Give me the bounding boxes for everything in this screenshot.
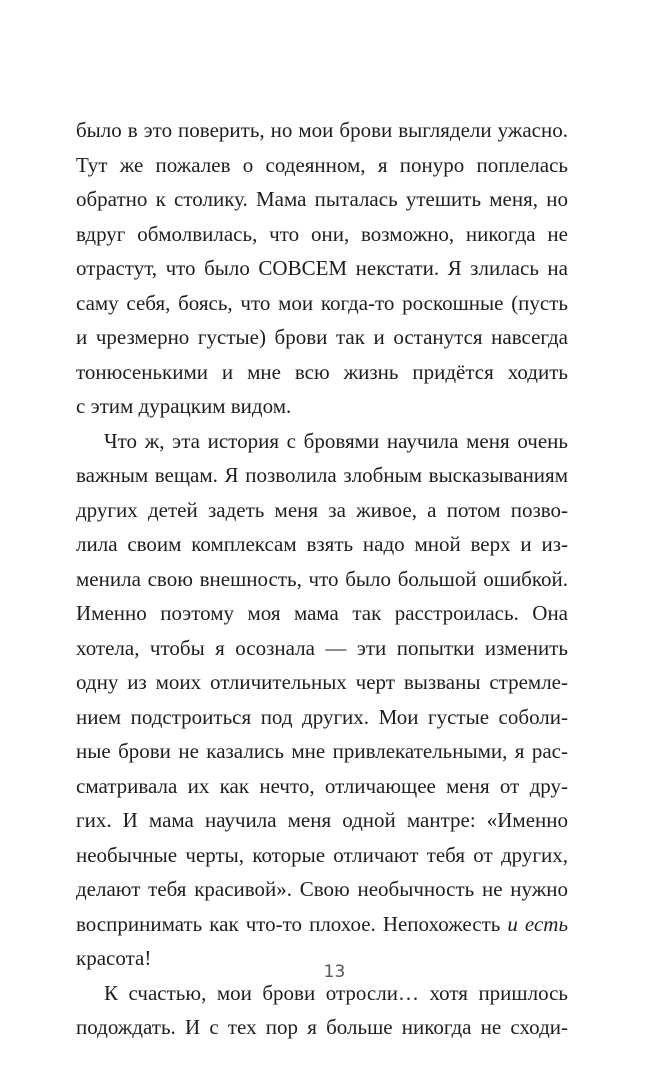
text-line: сматривала их как нечто, отличающее меня от дру- (76, 773, 568, 798)
text-line: обратно к столику. Мама пыталась утешить меня, но (76, 187, 568, 211)
text-line: менила свою внешность, что было большой ошибкой. (76, 566, 568, 591)
text-line: нием подстроиться под других. Мои густые соболи- (76, 704, 568, 729)
text-line: Именно поэтому моя мама так расстроилась. Она (76, 601, 568, 625)
text-line: Что ж, эта история с бровями научила меня очень (104, 428, 568, 453)
text-line: красота! (76, 946, 152, 970)
text-line-part: воспринимать как что-то плохое. Непохожесть (76, 911, 508, 936)
text-line: других детей задеть меня за живое, а потом позво- (76, 497, 568, 522)
body-text (76, 113, 568, 1045)
text-line: саму себя, боясь, что мои когда-то роскошные (пусть (76, 290, 568, 315)
text-line: было в это поверить, но мои брови выглядели ужасно. (76, 118, 568, 142)
text-line: делают тебя красивой». Свою необычность не нужно (76, 877, 568, 901)
text-line: отрастут, что было СОВСЕМ некстати. Я злилась на (76, 256, 568, 280)
text-line: с этим дурацким видом. (76, 394, 292, 418)
italic-emphasis: и есть (507, 911, 569, 936)
page-number: 13 (323, 962, 346, 982)
text-line (76, 907, 568, 942)
text-line: и чрезмерно густые) брови так и останутся навсегда (76, 325, 568, 349)
text-line: вдруг обмолвилась, что они, возможно, никогда не (76, 221, 568, 246)
text-line: подождать. И с тех пор я больше никогда не сходи- (76, 1015, 568, 1039)
text-line: лила своим комплексам взять надо мной верх и из- (76, 532, 568, 556)
text-line: одну из моих отличительных черт вызваны стремле- (76, 670, 568, 694)
text-line: тонюсенькими и мне всю жизнь придётся ходить (76, 359, 568, 384)
text-line: необычные черты, которые отличают тебя от других, (76, 842, 568, 867)
text-line: хотела, чтобы я осознала — эти попытки изменить (76, 635, 568, 660)
text-line: ные брови не казались мне привлекательными, я рас- (76, 739, 568, 763)
text-line: важным вещам. Я позволила злобным высказываниям (76, 463, 568, 487)
text-line: К счастью, мои брови отросли… хотя пришлось (104, 980, 568, 1005)
text-line: Тут же пожалев о содеянном, я понуро поплелась (76, 152, 568, 177)
text-line: гих. И мама научила меня одной мантре: «Именно (76, 808, 568, 832)
